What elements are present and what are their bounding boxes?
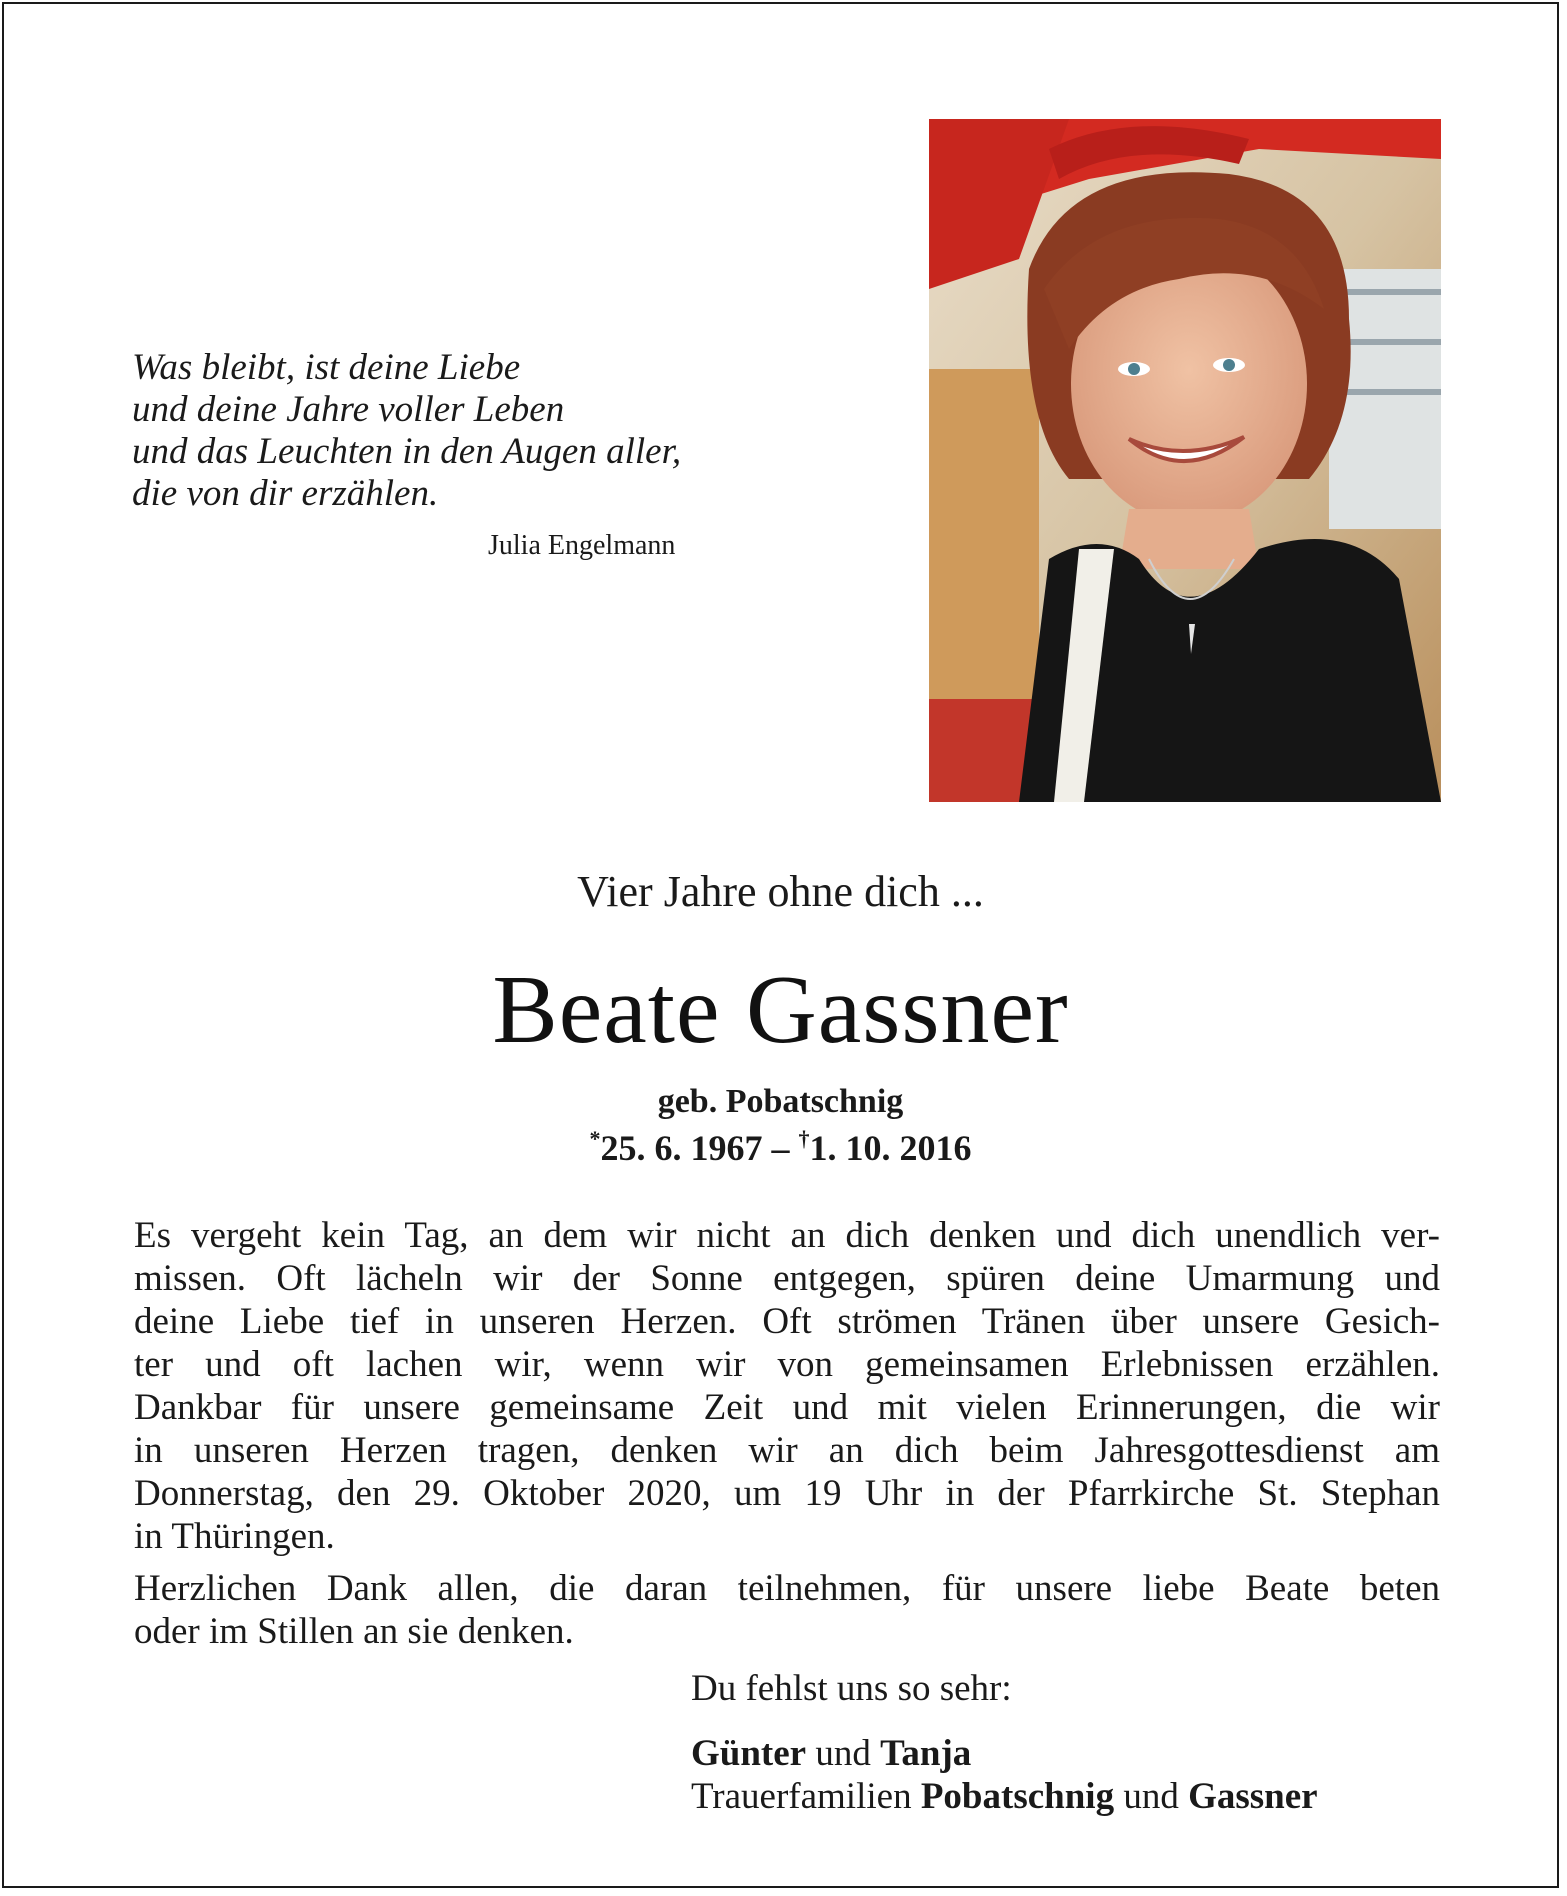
thanks-text	[134, 1567, 1440, 1653]
birth-symbol: *	[589, 1126, 601, 1151]
poem-line: und deine Jahre voller Leben	[132, 389, 565, 430]
life-dates	[4, 1126, 1557, 1169]
signature-conjunction: und	[806, 1733, 881, 1774]
body-line: deine Liebe tief in unseren Herzen. Oft strömen Tränen über unsere Gesich-	[134, 1301, 1440, 1342]
signature-names	[691, 1732, 1318, 1775]
thanks-line: Herzlichen Dank allen, die daran teilnehmen, für unsere liebe Beate beten	[134, 1568, 1440, 1609]
poem	[132, 347, 752, 515]
obituary-frame	[2, 2, 1559, 1888]
family-name: Gassner	[1188, 1776, 1318, 1817]
body-line: ter und oft lachen wir, wenn wir von gemeinsamen Erlebnissen erzählen.	[134, 1344, 1440, 1385]
portrait-photo	[929, 119, 1441, 802]
poem-line: die von dir erzählen.	[132, 473, 439, 514]
date-separator: –	[762, 1128, 799, 1168]
death-date: 1. 10. 2016	[809, 1128, 972, 1168]
signature-conjunction: und	[1114, 1776, 1189, 1817]
signature-families	[691, 1775, 1318, 1818]
birth-name: geb. Pobatschnig	[657, 1083, 904, 1120]
portrait-photo-icon	[929, 119, 1441, 802]
poem-line: und das Leuchten in den Augen aller,	[132, 431, 682, 472]
death-symbol: †	[798, 1126, 810, 1151]
body-line: Dankbar für unsere gemeinsame Zeit und mit vielen Erinnerungen, die wir	[134, 1387, 1440, 1428]
family-name: Pobatschnig	[920, 1776, 1115, 1817]
signer-name: Tanja	[880, 1733, 972, 1774]
signature	[691, 1667, 1318, 1818]
intro-line: Vier Jahre ohne dich ...	[577, 867, 984, 916]
signer-name: Günter	[691, 1733, 807, 1774]
memorial-text	[134, 1214, 1440, 1558]
birth-date: 25. 6. 1967	[600, 1128, 763, 1168]
thanks-line: oder im Stillen an sie denken.	[134, 1611, 574, 1652]
body-line: missen. Oft lächeln wir der Sonne entgegen, spüren deine Umarmung und	[134, 1258, 1440, 1299]
poem-author: Julia Engelmann	[488, 530, 676, 561]
deceased-name: Beate Gassner	[492, 956, 1069, 1064]
body-line: Es vergeht kein Tag, an dem wir nicht an dich denken und dich unendlich ver-	[134, 1215, 1440, 1256]
body-line: in Thüringen.	[134, 1516, 335, 1557]
families-prefix: Trauerfamilien	[691, 1776, 921, 1817]
poem-line: Was bleibt, ist deine Liebe	[132, 347, 521, 388]
signature-intro: Du fehlst uns so sehr:	[691, 1668, 1012, 1709]
body-line: Donnerstag, den 29. Oktober 2020, um 19 Uhr in der Pfarrkirche St. Stephan	[134, 1473, 1440, 1514]
body-line: in unseren Herzen tragen, denken wir an dich beim Jahresgottesdienst am	[134, 1430, 1440, 1471]
